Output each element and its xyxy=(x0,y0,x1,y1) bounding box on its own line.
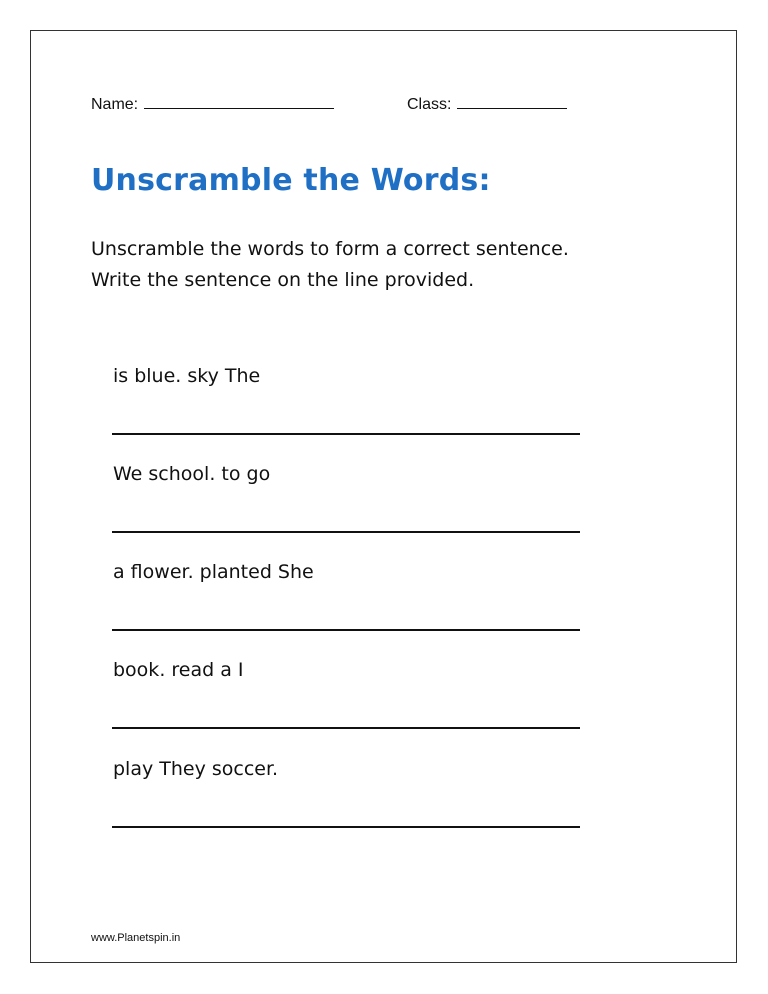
answer-line-3[interactable] xyxy=(112,629,580,631)
answer-line-2[interactable] xyxy=(112,531,580,533)
instruction-line: Unscramble the words to form a correct sentence. xyxy=(91,238,569,260)
instruction-line: Write the sentence on the line provided. xyxy=(91,269,475,291)
name-field xyxy=(91,92,334,114)
page-title: Unscramble the Words: xyxy=(91,163,491,198)
instructions xyxy=(91,234,569,296)
name-label: Name: xyxy=(91,96,139,113)
answer-line-5[interactable] xyxy=(112,826,580,828)
class-field xyxy=(407,92,567,114)
footer-url: www.Planetspin.in xyxy=(91,932,181,944)
scrambled-sentence-4: book. read a I xyxy=(113,659,244,681)
answer-line-4[interactable] xyxy=(112,727,580,729)
answer-line-1[interactable] xyxy=(112,433,580,435)
class-blank[interactable] xyxy=(457,92,567,109)
scrambled-sentence-5: play They soccer. xyxy=(113,758,279,780)
scrambled-sentence-1: is blue. sky The xyxy=(113,365,261,387)
scrambled-sentence-3: a flower. planted She xyxy=(113,561,314,583)
name-blank[interactable] xyxy=(144,92,334,109)
class-label: Class: xyxy=(407,96,452,113)
scrambled-sentence-2: We school. to go xyxy=(113,463,271,485)
